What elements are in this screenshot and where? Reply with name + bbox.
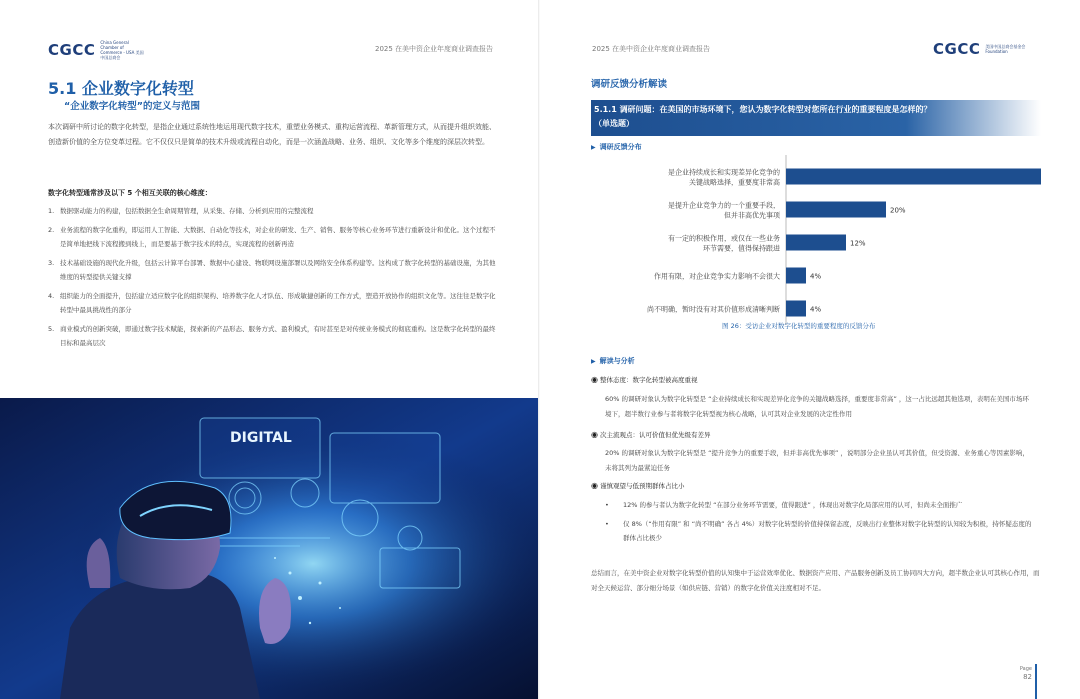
dimension-list	[48, 204, 500, 355]
chart-bar	[786, 268, 806, 284]
image-digital-text: DIGITAL	[230, 430, 292, 446]
list-item: 1. 数据驱动能力的构建，包括数据全生命周期管理，从采集、存储、分析到应用的完整流程	[48, 207, 314, 215]
distribution-heading: ▶ 调研反馈分布	[591, 143, 642, 151]
bullet-secondary: ◉ 次主流观点：认可价值但优先级有差异	[591, 430, 711, 439]
header-title: 2025 在美中资企业年度商业调查报告	[592, 45, 711, 53]
list-item: 5. 商业模式的创新突破，即通过数字技术赋能，探索新的产品形态、服务方式、盈利模式，有时甚至是对传统业务模式的彻底重构。这是数字化转型的最终目标和最高层次	[48, 325, 496, 347]
value-label: 4%	[810, 272, 822, 281]
category-label: 是企业持续成长和实现差异化竞争的	[668, 168, 780, 177]
category-label: 是提升企业竞争力的一个重要手段，	[668, 201, 780, 210]
analysis-section-title: 调研反馈分析解读	[591, 79, 668, 90]
logo-mark: CGCC	[48, 41, 96, 59]
category-label: 尚不明确，暂时没有对其价值形成清晰判断	[647, 305, 780, 314]
section-title: 5.1 企业数字化转型	[48, 79, 194, 98]
chart-bar	[786, 301, 806, 317]
vr-illustration	[0, 398, 540, 699]
vr-illustration-svg	[0, 398, 540, 699]
triangle-icon: ▶	[591, 357, 596, 365]
chart-caption: 图 26：受访企业对数字化转型的重要程度的反馈分布	[722, 322, 876, 330]
page-accent-line	[1035, 664, 1037, 699]
secondary-paragraph: 20% 的调研对象认为数字化转型是 “提升竞争力的重要手段，但并非高优先事项” ，说明部分企业虽认可其价值，但受资源、业务重心等因素影响，未将其列为最紧迫任务	[605, 449, 1029, 472]
triangle-icon: ▶	[591, 143, 596, 151]
page-number: Page 82	[1019, 666, 1032, 681]
logo-subtitle: 美国中国总商会基金会 Foundation	[985, 44, 1026, 54]
sub-bullet-item: • 仅 8%（“作用有限” 和 “尚不明确” 各占 4%）对数字化转型的价值持保留态度，反映出行业整体对数字化转型的认知较为积极，持怀疑态度的群体占比极少	[605, 520, 1032, 542]
value-label: 20%	[890, 206, 906, 215]
value-label: 4%	[810, 305, 822, 314]
list-item: 2. 业务流程的数字化重构，即运用人工智能、大数据、自动化等技术，对企业的研发、生产、销售、服务等核心业务环节进行重新设计和优化。这个过程不是简单地把线下流程搬到线上，而是要基于数字技术的特点，实现流程的创新再造	[48, 226, 496, 248]
logo-mark: CGCC	[933, 40, 981, 58]
definition-subtitle: “企业数字化转型”的定义与范围	[64, 101, 200, 112]
chart-bar	[786, 169, 1041, 185]
category-label: 关键战略选择，重要度非常高	[689, 178, 780, 187]
bullet-overall: ◉ 整体态度：数字化转型被高度重视	[591, 375, 698, 384]
category-label: 但并非高优先事项	[724, 211, 780, 220]
header-title: 2025 在美中资企业年度商业调查报告	[375, 45, 494, 53]
question-text: 5.1.1 调研问题：在美国的市场环境下，您认为数字化转型对您所在行业的重要程度是怎样的？（单选题）	[594, 105, 932, 128]
list-item: 3. 技术基础设施的现代化升级，包括云计算平台部署、数据中心建设、物联网设施部署以及网络安全体系构建等。这构成了数字化转型的基础设施，为其他维度的转型提供关键支撑	[48, 259, 496, 281]
bullet-dot-icon: ◉	[591, 430, 598, 439]
bullet-dot-icon: ◉	[591, 481, 598, 490]
cgcc-logo	[48, 40, 144, 60]
list-heading: 数字化转型通常涉及以下 5 个相互关联的核心维度：	[48, 189, 212, 197]
cgcc-foundation-logo	[933, 40, 1029, 58]
bullet-minority: ◉ 谨慎观望与低预期群体占比小	[591, 481, 685, 490]
category-label: 有一定的积极作用，或仅在一些业务	[668, 234, 780, 243]
overall-paragraph: 60% 的调研对象认为数字化转型是 “企业持续成长和实现差异化竞争的关键战略选择，重要度非常高” ，这一占比远超其他选项，表明在美国市场环境下，超半数行业参与者将数字化转型视为核心战略，认可其对企业发展的决定性作用	[605, 395, 1029, 418]
logo-subtitle: China General Chamber of Commerce - USA 美国中国总商会	[100, 40, 144, 60]
sub-bullet-item: • 12% 的参与者认为数字化转型 “在部分业务环节需要，值得跟进” ，体现出对数字化局部应用的认可，但尚未全面推广	[605, 501, 963, 509]
bar-chart	[591, 155, 1041, 335]
value-label: 12%	[850, 239, 866, 248]
interpretation-heading: ▶ 解读与分析	[591, 357, 635, 365]
category-label: 环节需要，值得保持跟进	[703, 244, 780, 253]
category-label: 作用有限，对企业竞争实力影响不会很大	[654, 272, 780, 281]
bullet-dot-icon: ◉	[591, 375, 598, 384]
chart-bar	[786, 235, 846, 251]
chart-bar	[786, 202, 886, 218]
intro-paragraph: 本次调研中所讨论的数字化转型，是指企业通过系统性地运用现代数字技术，重塑业务模式、重构运营流程、革新管理方式，从而提升组织效能、创造新价值的全方位变革过程。它不仅仅只是简单的技术升级或流程自动化，而是一次涵盖战略、业务、组织、文化等多个维度的深层次转型。	[48, 123, 496, 146]
summary-paragraph: 总结而言，在美中资企业对数字化转型价值的认知集中于运营效率优化、数据资产应用、产品服务创新及员工协同四大方向，超半数企业认可其核心作用，而对全天候运营、部分细分场景（如供应链、营销）的数字化价值关注度相对不足。	[591, 569, 1040, 592]
list-item: 4. 组织能力的全面提升，包括建立适应数字化的组织架构、培养数字化人才队伍、形成敏捷创新的工作方式，塑造开放协作的组织文化等。这往往是数字化转型中最具挑战性的部分	[48, 292, 496, 314]
